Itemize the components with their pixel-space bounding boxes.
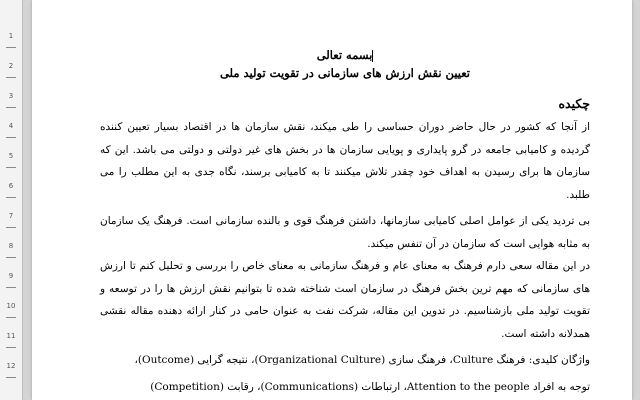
ruler-tick [6, 197, 16, 198]
ruler-label: 4 [8, 122, 14, 130]
paragraph: بی تردید یکی از عوامل اصلی کامیابی سازمانها، داشتن فرهنگ قوی و بالنده سازمانی است. فرهنگ یک سازمان به مثابه هوایی است که سازمان در آن تنفس میکند. [100, 215, 590, 250]
vertical-ruler[interactable] [0, 0, 23, 400]
ruler-tick [6, 107, 16, 108]
ruler-tick [6, 377, 16, 378]
ruler-tick [6, 347, 16, 348]
ruler-tick [6, 47, 16, 48]
text-cursor [372, 50, 373, 62]
document-title-line2: تعیین نقش ارزش های سازمانی در تقویت تولید ملی [219, 66, 471, 80]
paragraph: از آنجا که کشور در حال حاضر دوران حساسی را طی میکند، نقش سازمان ها در اقتصاد بسیار تعیین کننده گردیده و کامیابی جامعه در گرو پایداری و پویایی سازمان ها در بخش های غیر دولتی و دولتی می باشد. این که سازمان ها برای رسیدن به اهداف خود چقدر تلاش میکنند تا به کامیابی برسند، نگاه جدی به این مطلب را می طلبد. [100, 121, 590, 201]
paragraph: در این مقاله سعی دارم فرهنگ به معنای عام و فرهنگ سازمانی به معنای خاص را بررسی و تحلیل کنم تا ارزش های سازمانی که مهم ترین بخش فرهنگ در سازمان است شناخته شده تا بتوانیم نقش ارزش ها را در توسعه و تقویت تولید ملی بازشناسیم. در تدوین این مقاله، شرکت نفت به عنوان حامی در کنار ارائه دهنده مقاله نقشی همدلانه داشته است. [100, 260, 590, 340]
ruler-tick [6, 317, 16, 318]
ruler-label: 1 [8, 32, 14, 40]
ruler-tick [6, 77, 16, 78]
ruler-tick [6, 257, 16, 258]
ruler-label: 3 [8, 92, 14, 100]
ruler-label: 6 [8, 182, 14, 190]
ruler-label: 7 [8, 212, 14, 220]
ruler-tick [6, 137, 16, 138]
ruler-label: 8 [8, 242, 14, 250]
paragraph: واژگان کلیدی: فرهنگ Culture، فرهنگ سازی (Organizational Culture)، نتیجه گرایی (Outcome)، [134, 354, 590, 366]
ruler-tick [6, 227, 16, 228]
ruler-tick [6, 287, 16, 288]
document-page[interactable] [32, 0, 632, 400]
abstract-heading: چکیده [558, 96, 590, 111]
ruler-tick [6, 167, 16, 168]
ruler-label: 5 [8, 152, 14, 160]
ruler-label: 12 [6, 362, 16, 370]
document-body[interactable] [100, 40, 590, 400]
ruler-label: 2 [8, 62, 14, 70]
document-title-line1: بسمه تعالی [316, 48, 373, 62]
ruler-label: 11 [6, 332, 16, 340]
ruler-label: 10 [6, 302, 16, 310]
paragraph: توجه به افراد Attention to the people، ارتباطات (Communications)، رقابت (Competition) [150, 380, 590, 393]
ruler-label: 9 [8, 272, 14, 280]
